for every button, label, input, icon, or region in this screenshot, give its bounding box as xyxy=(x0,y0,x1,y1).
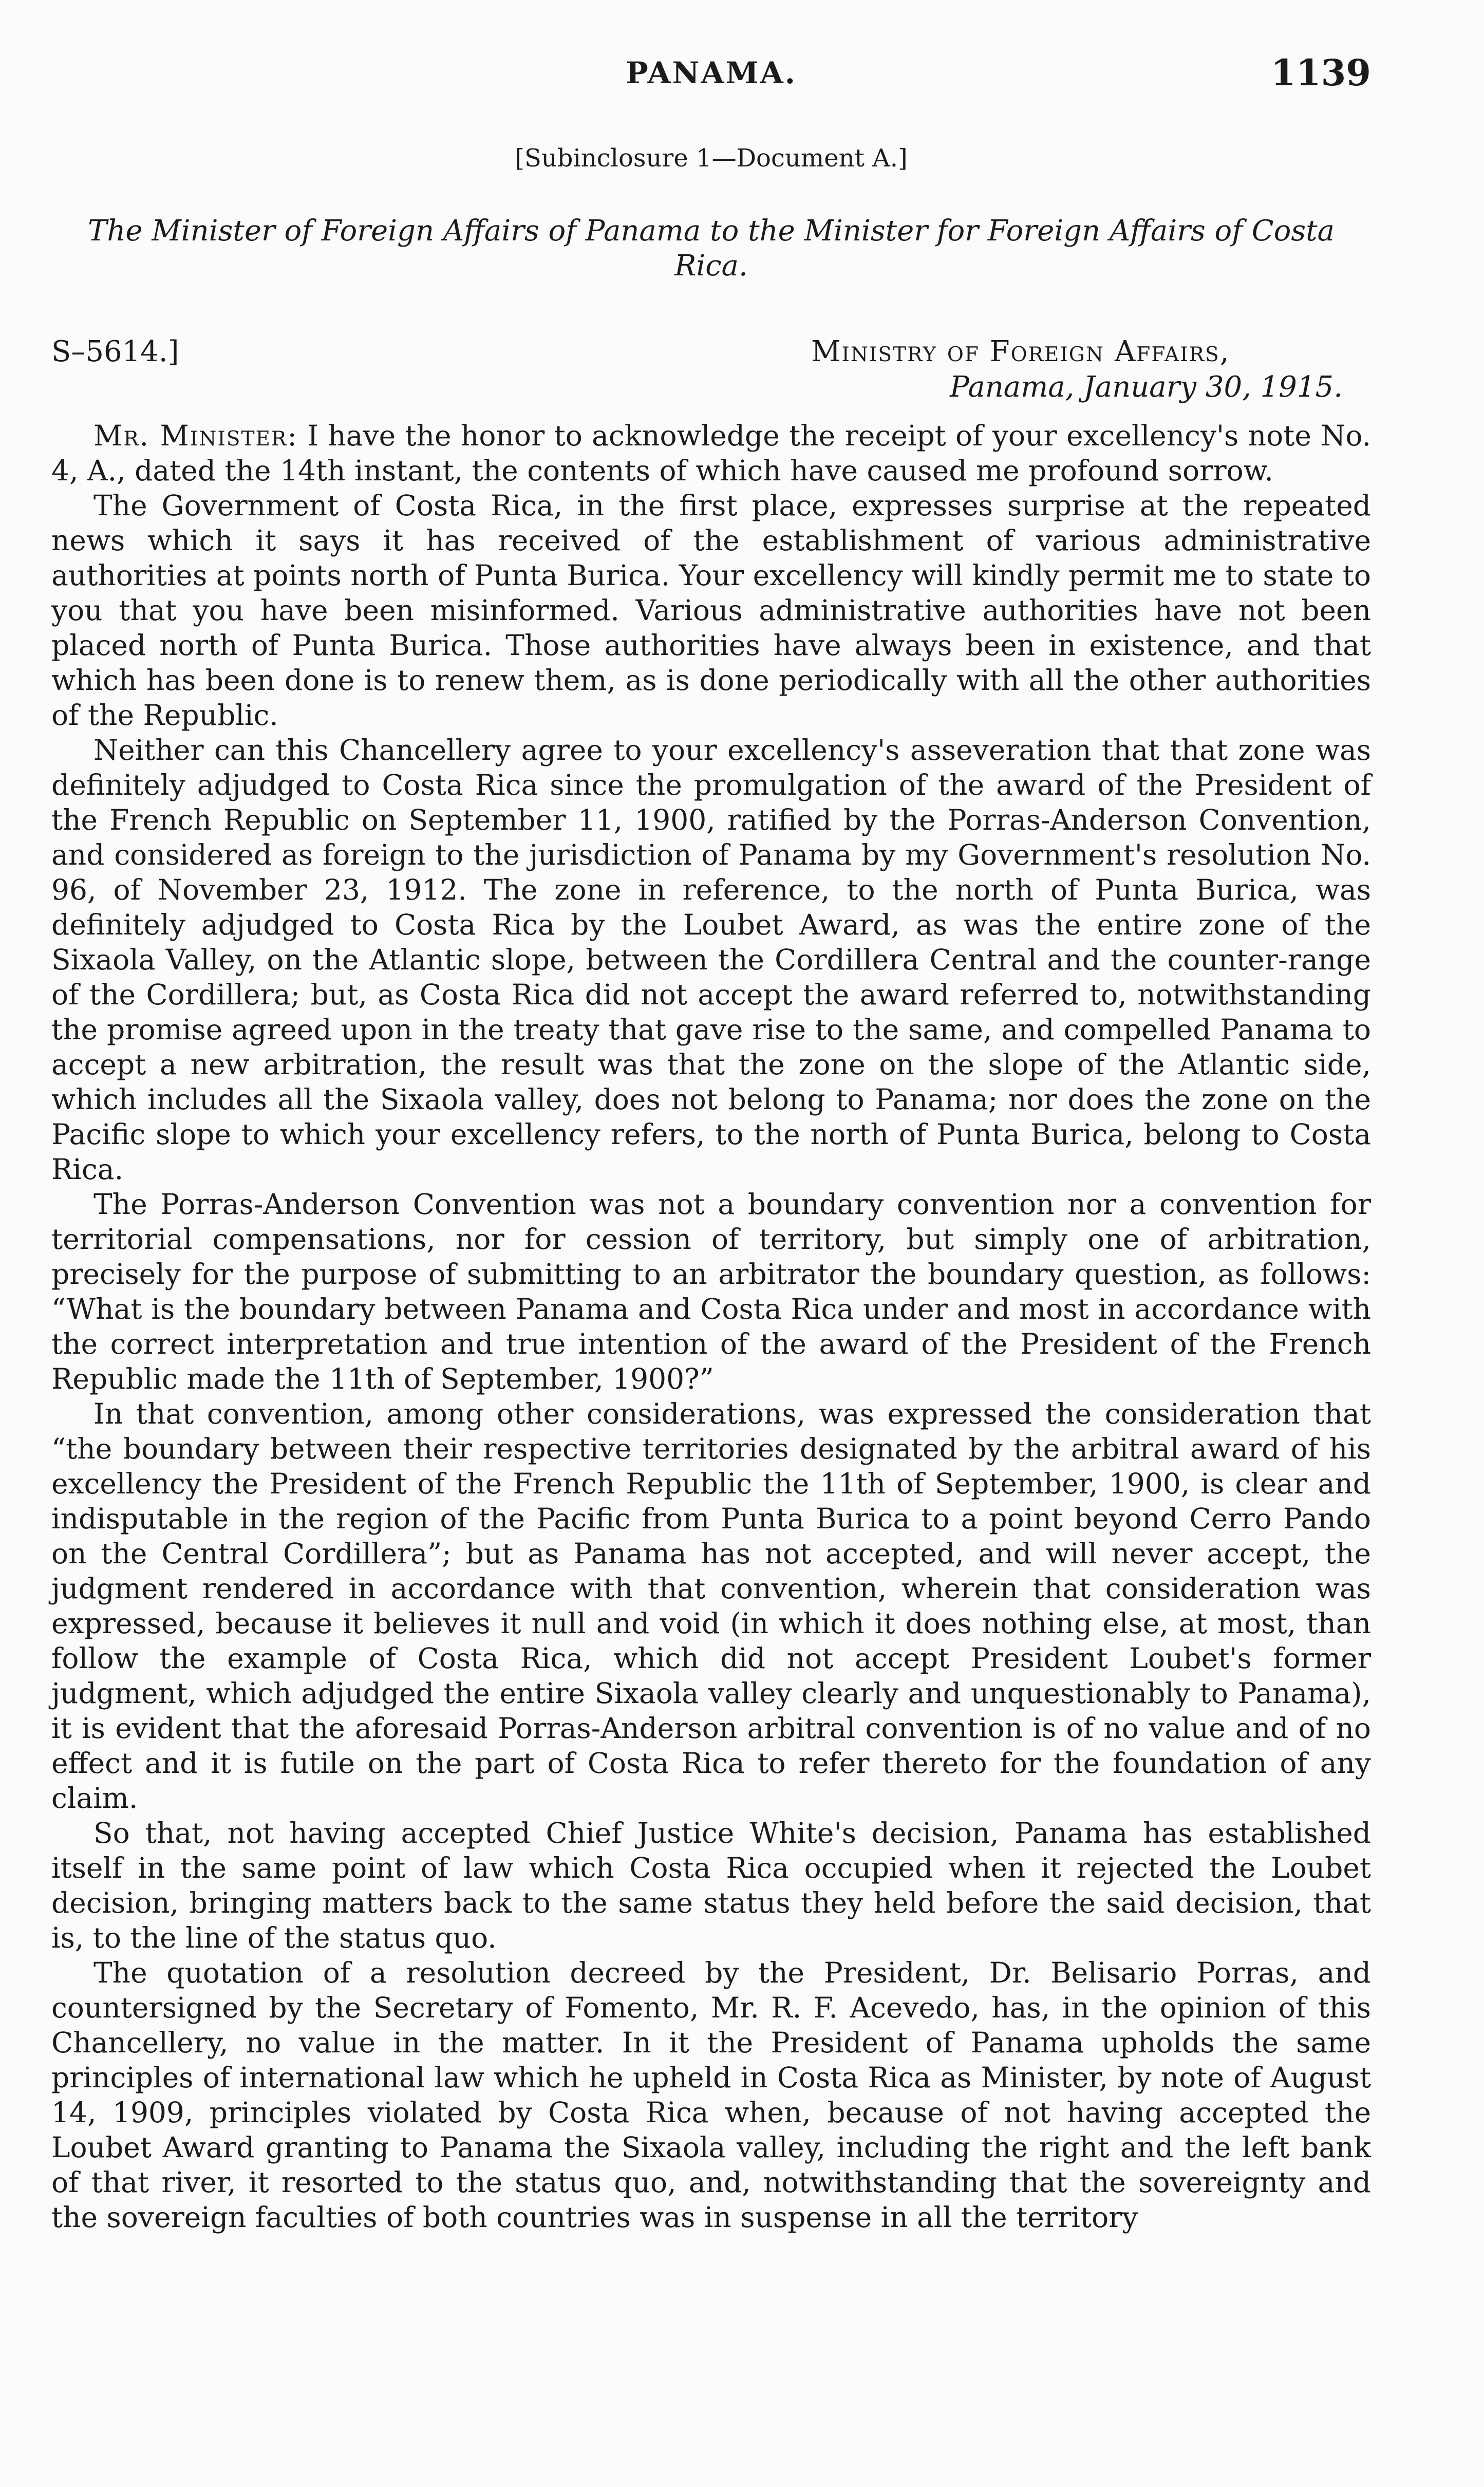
subinclosure-label: [Subinclosure 1—Document A.] xyxy=(515,144,908,173)
page-number: 1139 xyxy=(1271,51,1371,94)
paragraph xyxy=(51,418,1371,488)
paragraph: In that convention, among other considerations, was expressed the consideration that “the boundary between their respective territories designated by the arbitral award of his excellency the President of the French Republic the 11th of September, 1900, is clear and indisputable in the region of the Pacific from Punta Burica to a point beyond Cerro Pando on the Central Cordillera”; but as Panama has not accepted, and will never accept, the judgment rendered in accordance with that convention, wherein that consideration was expressed, because it believes it null and void (in which it does nothing else, at most, than follow the example of Costa Rica, which did not accept President Loubet's former judgment, which adjudged the entire Sixaola valley clearly and unquestionably to Panama), it is evident that the aforesaid Porras-Anderson arbitral convention is of no value and of no effect and it is futile on the part of Costa Rica to refer thereto for the foundation of any claim. xyxy=(51,1397,1371,1815)
document-title: The Minister of Foreign Affairs of Panama to the Minister for Foreign Affairs of Costa Rica. xyxy=(87,214,1335,283)
salutation: Mr. Minister: xyxy=(93,419,298,452)
running-head xyxy=(51,51,1371,113)
paragraph: So that, not having accepted Chief Justice White's decision, Panama has established itself in the same point of law which Costa Rica occupied when it rejected the Loubet decision, bringing matters back to the same status they held before the said decision, that is, to the line of the status quo. xyxy=(51,1817,1371,1954)
place-date: Panama, January 30, 1915. xyxy=(950,370,1343,404)
running-title: PANAMA. xyxy=(626,55,797,90)
ministry-block xyxy=(811,335,1343,404)
dateline xyxy=(51,335,1371,407)
ministry-name: Ministry of Foreign Affairs, xyxy=(811,335,1230,368)
paragraph-text: I have the honor to acknowledge the receipt of your excellency's note No. 4, A., dated the 14th instant, the contents of which have caused me profound sorrow. xyxy=(51,419,1372,487)
letter-body xyxy=(51,418,1371,2235)
file-number: S–5614.] xyxy=(51,335,179,368)
paragraph: The Porras-Anderson Convention was not a boundary convention nor a convention for territorial compensations, nor for cession of territory, but simply one of arbitration, precisely for the purpose of submitting to an arbitrator the boundary question, as follows: “What is the boundary between Panama and Costa Rica under and most in accordance with the correct interpretation and true intention of the award of the President of the French Republic made the 11th of September, 1900?” xyxy=(51,1188,1371,1395)
paragraph: The quotation of a resolution decreed by the President, Dr. Belisario Porras, and countersigned by the Secretary of Fomento, Mr. R. F. Acevedo, has, in the opinion of this Chancellery, no value in the matter. In it the President of Panama upholds the same principles of international law which he upheld in Costa Rica as Minister, by note of August 14, 1909, principles violated by Costa Rica when, because of not having accepted the Loubet Award granting to Panama the Sixaola valley, including the right and the left bank of that river, it resorted to the status quo, and, notwithstanding that the sovereignty and the sovereign faculties of both countries was in suspense in all the territory xyxy=(51,1956,1371,2234)
paragraph: Neither can this Chancellery agree to your excellency's asseveration that that zone was definitely adjudged to Costa Rica since the promulgation of the award of the President of the French Republic on September 11, 1900, ratified by the Porras-Anderson Convention, and considered as foreign to the jurisdiction of Panama by my Government's resolution No. 96, of November 23, 1912. The zone in reference, to the north of Punta Burica, was definitely adjudged to Costa Rica by the Loubet Award, as was the entire zone of the Sixaola Valley, on the Atlantic slope, between the Cordillera Central and the counter-range of the Cordillera; but, as Costa Rica did not accept the award referred to, notwithstanding the promise agreed upon in the treaty that gave rise to the same, and compelled Panama to accept a new arbitration, the result was that the zone on the slope of the Atlantic side, which includes all the Sixaola valley, does not belong to Panama; nor does the zone on the Pacific slope to which your excellency refers, to the north of Punta Burica, belong to Costa Rica. xyxy=(51,734,1371,1186)
paragraph: The Government of Costa Rica, in the first place, expresses surprise at the repeated news which it says it has received of the establishment of various administrative authorities at points north of Punta Burica. Your excellency will kindly permit me to state to you that you have been misinformed. Various administrative authorities have not been placed north of Punta Burica. Those authorities have always been in existence, and that which has been done is to renew them, as is done periodically with all the other authorities of the Republic. xyxy=(51,489,1371,732)
